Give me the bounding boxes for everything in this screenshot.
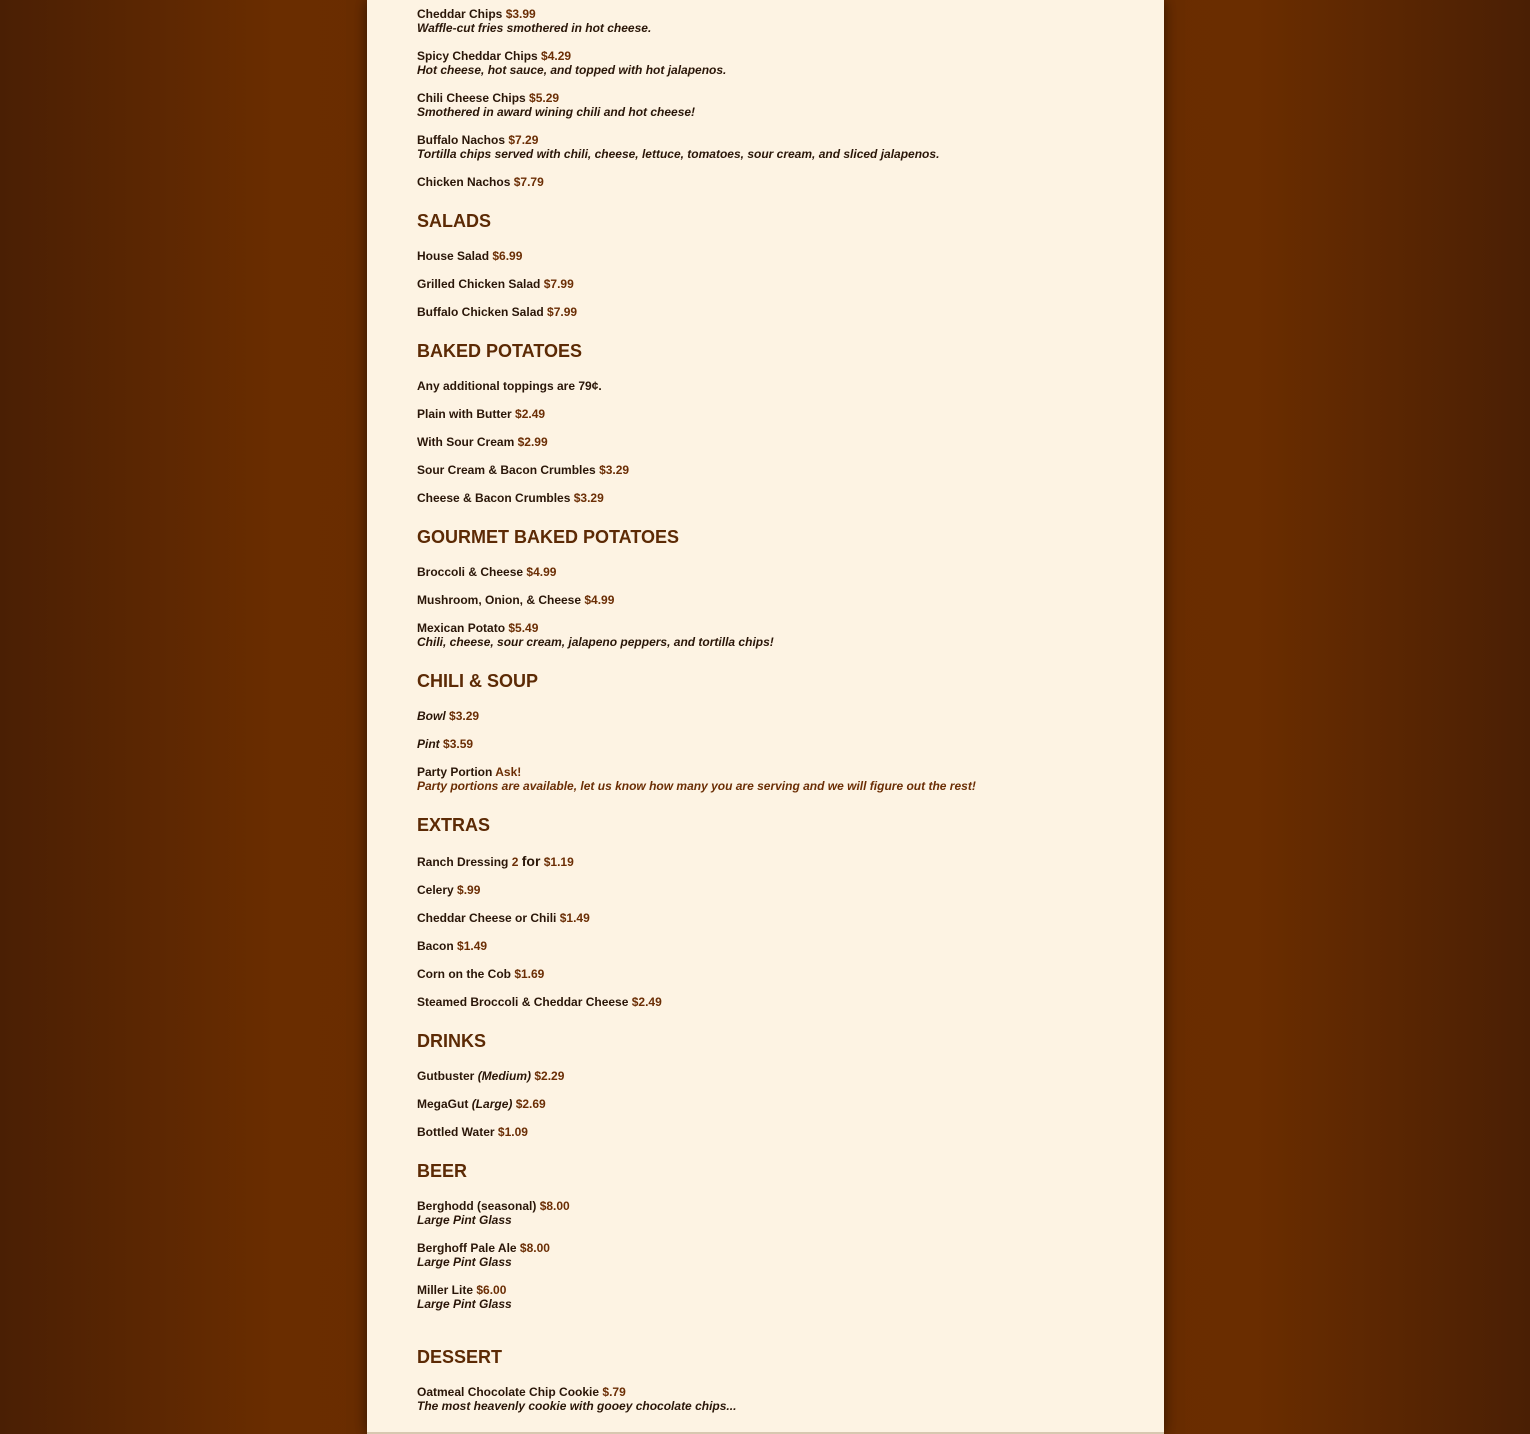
item-name: Cheddar Chips — [417, 7, 503, 21]
item-price: $1.49 — [559, 911, 590, 925]
section-heading-beer: BEER — [417, 1161, 468, 1181]
menu-item — [417, 1283, 506, 1297]
item-name: With Sour Cream — [417, 435, 515, 449]
menu-item — [417, 305, 577, 319]
item-price: $1.19 — [543, 855, 574, 869]
item-price: $.99 — [457, 883, 481, 897]
item-price: $1.09 — [497, 1125, 528, 1139]
section-heading-salads: SALADS — [417, 211, 492, 231]
item-price: $6.99 — [492, 249, 523, 263]
item-name: Plain with Butter — [417, 407, 512, 421]
menu-item — [417, 709, 479, 723]
item-description: Large Pint Glass — [417, 1255, 512, 1269]
item-name: Grilled Chicken Salad — [417, 277, 541, 291]
menu-item — [417, 49, 571, 63]
item-price: $8.00 — [539, 1199, 570, 1213]
item-name: Steamed Broccoli & Cheddar Cheese — [417, 995, 629, 1009]
item-price: $7.79 — [513, 175, 544, 189]
item-price: $4.99 — [526, 565, 557, 579]
menu-item — [417, 911, 590, 925]
section-note: Any additional toppings are 79¢. — [417, 379, 602, 393]
item-description: Party portions are available, let us know how many you are serving and we will figure out the rest! — [417, 779, 976, 793]
item-description: Chili, cheese, sour cream, jalapeno peppers, and tortilla chips! — [417, 635, 774, 649]
menu-page — [367, 0, 1164, 1434]
item-name: Oatmeal Chocolate Chip Cookie — [417, 1385, 600, 1399]
item-price: $7.99 — [543, 277, 574, 291]
item-price: $5.29 — [529, 91, 560, 105]
item-price: $2.69 — [515, 1097, 546, 1111]
menu-item — [417, 765, 521, 779]
item-name: Miller Lite — [417, 1283, 474, 1297]
item-name: Buffalo Chicken Salad — [417, 305, 544, 319]
item-price: $2.49 — [515, 407, 546, 421]
menu-item — [417, 854, 574, 869]
item-name: House Salad — [417, 249, 490, 263]
item-price: $2.29 — [534, 1069, 565, 1083]
menu-item — [417, 491, 604, 505]
item-price: $6.00 — [476, 1283, 507, 1297]
item-name: Buffalo Nachos — [417, 133, 506, 147]
menu-item — [417, 407, 545, 421]
item-price: $.79 — [602, 1385, 626, 1399]
item-price: $5.49 — [508, 621, 539, 635]
menu-item — [417, 737, 473, 751]
item-name: Cheddar Cheese or Chili — [417, 911, 557, 925]
item-description: Large Pint Glass — [417, 1297, 512, 1311]
menu-item — [417, 1125, 528, 1139]
menu-item — [417, 7, 536, 21]
item-size: (Large) — [471, 1097, 513, 1111]
item-price: $2.99 — [517, 435, 548, 449]
menu-item — [417, 995, 662, 1009]
item-name: Broccoli & Cheese — [417, 565, 524, 579]
item-name: Spicy Cheddar Chips — [417, 49, 538, 63]
item-price: $8.00 — [519, 1241, 550, 1255]
item-name: Mexican Potato — [417, 621, 506, 635]
item-name: Bacon — [417, 939, 454, 953]
item-name: MegaGut — [417, 1097, 469, 1111]
menu-item — [417, 175, 544, 189]
item-price: $7.99 — [547, 305, 578, 319]
item-name: Berghoff Pale Ale — [417, 1241, 517, 1255]
section-heading-extras: EXTRAS — [417, 815, 491, 835]
item-description: Large Pint Glass — [417, 1213, 512, 1227]
menu-item — [417, 91, 559, 105]
section-heading-chili-soup: CHILI & SOUP — [417, 671, 539, 691]
menu-item — [417, 621, 538, 635]
menu-item — [417, 967, 544, 981]
item-size: (Medium) — [477, 1069, 532, 1083]
item-price: $3.29 — [449, 709, 480, 723]
item-name: Chicken Nachos — [417, 175, 511, 189]
item-price: $2.49 — [631, 995, 662, 1009]
section-heading-baked-potatoes: BAKED POTATOES — [417, 341, 583, 361]
item-price: $7.29 — [508, 133, 539, 147]
item-description: Waffle-cut fries smothered in hot cheese. — [417, 21, 652, 35]
item-price: $3.59 — [443, 737, 474, 751]
menu-item — [417, 1199, 570, 1213]
item-price: $3.29 — [599, 463, 630, 477]
menu-item — [417, 1385, 626, 1399]
item-description: Smothered in award wining chili and hot cheese! — [417, 105, 696, 119]
item-name: Bowl — [417, 709, 446, 723]
item-description: Hot cheese, hot sauce, and topped with hot jalapenos. — [417, 63, 727, 77]
item-price: Ask! — [495, 765, 522, 779]
item-name: Gutbuster — [417, 1069, 475, 1083]
menu-item — [417, 277, 574, 291]
item-name: Party Portion — [417, 765, 493, 779]
menu-item — [417, 593, 614, 607]
menu-item — [417, 939, 487, 953]
item-price: $3.99 — [505, 7, 536, 21]
item-price: $1.49 — [457, 939, 488, 953]
item-name: Ranch Dressing — [417, 855, 509, 869]
menu-item — [417, 249, 522, 263]
item-price: $4.99 — [584, 593, 615, 607]
item-price: $1.69 — [514, 967, 545, 981]
item-price: $3.29 — [573, 491, 604, 505]
menu-item — [417, 463, 629, 477]
section-heading-gourmet: GOURMET BAKED POTATOES — [417, 527, 680, 547]
item-name: Berghodd (seasonal) — [417, 1199, 537, 1213]
menu-item — [417, 1241, 550, 1255]
item-price: $4.29 — [541, 49, 572, 63]
item-name: Pint — [417, 737, 440, 751]
item-name: Sour Cream & Bacon Crumbles — [417, 463, 596, 477]
item-name: Celery — [417, 883, 454, 897]
menu-item — [417, 1097, 546, 1111]
menu-item — [417, 565, 556, 579]
item-description: The most heavenly cookie with gooey chocolate chips... — [417, 1399, 737, 1413]
item-name: Chili Cheese Chips — [417, 91, 526, 105]
menu-item — [417, 1069, 564, 1083]
item-description: Tortilla chips served with chili, cheese, lettuce, tomatoes, sour cream, and sliced jalapenos. — [417, 147, 940, 161]
menu-item — [417, 133, 538, 147]
item-name: Mushroom, Onion, & Cheese — [417, 593, 582, 607]
item-name: Cheese & Bacon Crumbles — [417, 491, 571, 505]
item-quantity: 2 — [511, 855, 519, 869]
item-name: Bottled Water — [417, 1125, 495, 1139]
item-name: Corn on the Cob — [417, 967, 511, 981]
section-heading-dessert: DESSERT — [417, 1347, 503, 1367]
menu-item — [417, 435, 548, 449]
item-for-label: for — [521, 853, 541, 869]
section-heading-drinks: DRINKS — [417, 1031, 487, 1051]
menu-item — [417, 883, 480, 897]
